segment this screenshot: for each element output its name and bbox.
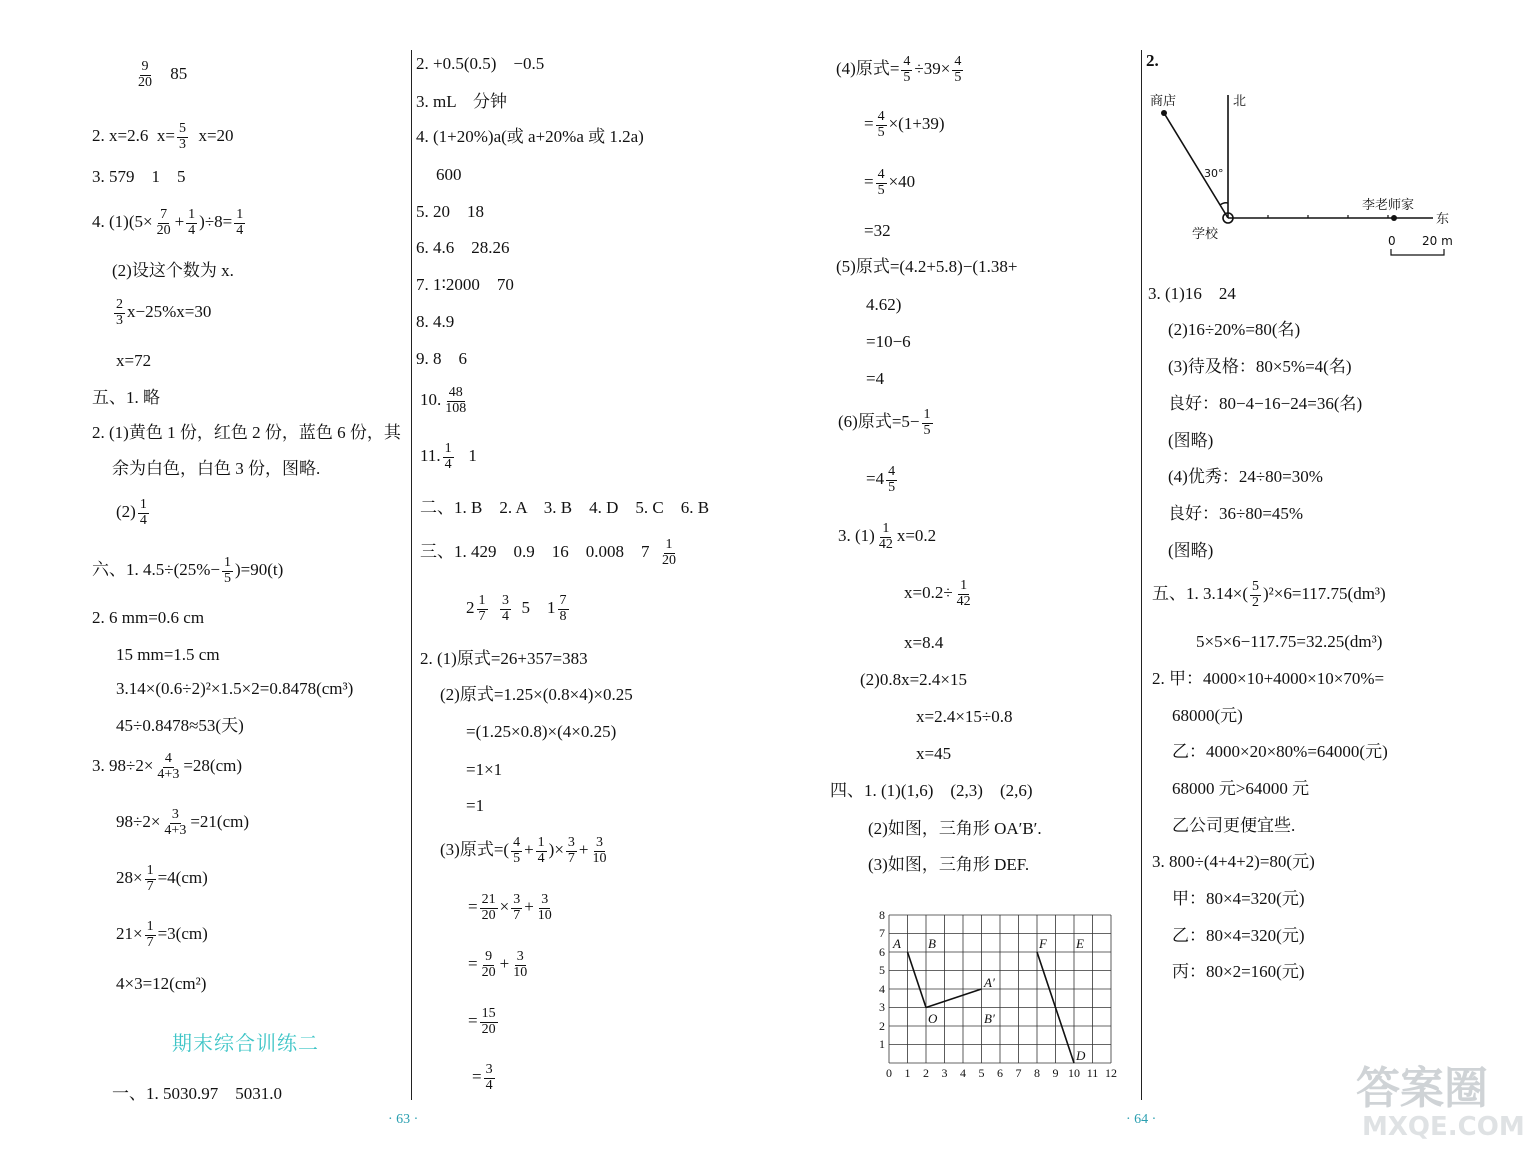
answer-line: (2)原式=1.25×(0.8×4)×0.25 <box>440 685 633 704</box>
answer-line: 4.62) <box>866 295 902 314</box>
answer-line: $\frac{9}{20}$ 85 <box>138 59 188 90</box>
answer-line: 3. 98÷2× $\frac{4}{4+3}$ =28(cm) <box>92 751 243 782</box>
answer-line: =10−6 <box>866 332 911 351</box>
answer-line: 2. (1)黄色 1 份，红色 2 份，蓝色 6 份，其 <box>92 423 401 442</box>
watermark <box>1356 1052 1488 1116</box>
x-tick: 2 <box>923 1066 929 1080</box>
answer-line: =1 <box>466 796 485 815</box>
point-label-e: E <box>1076 936 1084 951</box>
answer-line: 3. mL 分钟 <box>416 92 507 111</box>
page-number: · 64 · <box>1126 1112 1157 1127</box>
y-tick: 3 <box>879 1000 885 1014</box>
answer-line: 15 mm=1.5 cm <box>116 645 220 664</box>
point-label-f: F <box>1039 936 1047 951</box>
section-heading: 二、1. B 2. A 3. B 4. D 5. C 6. B <box>420 498 710 517</box>
answer-line: 68000 元>64000 元 <box>1172 779 1310 798</box>
shop-point <box>1161 110 1167 116</box>
point-label-a-prime: A′ <box>984 975 995 990</box>
answer-line: 3. (1) $\frac{1}{42}$ x=0.2 <box>838 521 937 552</box>
answer-line: = $\frac{3}{4}$ <box>472 1062 493 1093</box>
answer-line: 5. 20 18 <box>416 202 484 221</box>
answer-line: 7. 1∶2000 70 <box>416 275 514 294</box>
answer-line: =4 $\frac{4}{5}$ <box>866 464 896 495</box>
answer-line: 600 <box>436 165 462 184</box>
x-tick: 7 <box>1015 1066 1022 1080</box>
shop-line <box>1164 113 1228 218</box>
answer-line: 乙：4000×20×80%=64000(元) <box>1172 742 1388 761</box>
answer-line: 乙公司更便宜些. <box>1172 816 1296 835</box>
answer-line: = $\frac{15}{20}$ <box>468 1006 496 1037</box>
answer-line: 3.14×(0.6÷2)²×1.5×2=0.8478(cm³) <box>116 679 354 698</box>
answer-line: = $\frac{9}{20}$ + $\frac{3}{10}$ <box>468 949 528 980</box>
answer-line: 甲：80×4=320(元) <box>1172 889 1305 908</box>
answer-line: 8. 4.9 <box>416 312 455 331</box>
x-tick: 12 <box>1105 1066 1117 1080</box>
section-heading: 五、1. 3.14×( $\frac{5}{2}$ )²×6=117.75(dm³) <box>1152 579 1386 610</box>
answer-line: x=2.4×15÷0.8 <box>916 707 1013 726</box>
page-number: · 63 · <box>388 1112 419 1127</box>
column-divider-left <box>411 50 412 1100</box>
answer-line: (3)待及格：80×5%=4(名) <box>1168 357 1352 376</box>
answer-line: 2. +0.5(0.5) −0.5 <box>416 54 545 73</box>
answer-line: (2) $\frac{1}{4}$ <box>116 497 147 528</box>
y-tick: 6 <box>879 945 885 959</box>
angle-arc <box>1220 203 1228 205</box>
label-school: 学校 <box>1192 227 1219 242</box>
x-tick: 10 <box>1068 1066 1080 1080</box>
answer-line: 28× $\frac{1}{7}$ =4(cm) <box>116 863 208 894</box>
section-heading: 六、1. 4.5÷(25%− $\frac{1}{5}$ )=90(t) <box>92 555 284 586</box>
scale-zero: 0 <box>1388 234 1396 248</box>
direction-map <box>1140 85 1460 265</box>
answer-line: 4. (1)(5× $\frac{7}{20}$ + $\frac{1}{4}$ )÷8= $\frac{1}{4}$ <box>92 207 244 238</box>
answer-line: =1×1 <box>466 760 503 779</box>
answer-line: x=8.4 <box>904 633 944 652</box>
answer-line: 2. <box>1146 51 1159 70</box>
point-label-o: O <box>928 1011 938 1026</box>
x-tick: 5 <box>978 1066 985 1080</box>
answer-line: $\frac{2}{3}$ x−25%x=30 <box>116 297 212 328</box>
answer-line: 一、1. 5030.97 5031.0 <box>112 1084 282 1103</box>
answer-line: (2)0.8x=2.4×15 <box>860 670 967 689</box>
label-north: 北 <box>1233 94 1247 109</box>
answer-line: 余为白色，白色 3 份，图略. <box>112 459 321 478</box>
answer-line: 2. x=2.6 x= $\frac{5}{3}$ x=20 <box>92 121 234 152</box>
point-label-a: A <box>893 936 901 951</box>
answer-line: 乙：80×4=320(元) <box>1172 926 1305 945</box>
answer-line: x=45 <box>916 744 952 763</box>
answer-line: =32 <box>864 221 891 240</box>
answer-line: =4 <box>866 369 885 388</box>
y-tick: 8 <box>879 908 885 922</box>
answer-line: 11. $\frac{1}{4}$ 1 <box>420 441 477 472</box>
answer-line: 4. (1+20%)a(或 a+20%a 或 1.2a) <box>416 127 644 146</box>
section-heading: 四、1. (1)(1,6) (2,3) (2,6) <box>830 781 1033 800</box>
answer-line: 98÷2× $\frac{3}{4+3}$ =21(cm) <box>116 807 250 838</box>
answer-line: 5×5×6−117.75=32.25(dm³) <box>1196 632 1383 651</box>
answer-line: =(1.25×0.8)×(4×0.25) <box>466 722 617 741</box>
answer-line: (5)原式=(4.2+5.8)−(1.38+ <box>836 257 1018 276</box>
answer-line: 3. 800÷(4+4+2)=80(元) <box>1152 852 1315 871</box>
answer-line: (6)原式=5− $\frac{1}{5}$ <box>838 407 931 438</box>
x-tick: 0 <box>886 1066 892 1080</box>
x-tick: 8 <box>1034 1066 1040 1080</box>
answer-line: x=72 <box>116 351 152 370</box>
section-title: 期末综合训练二 <box>172 1031 319 1055</box>
label-angle: 30° <box>1204 167 1224 180</box>
fraction: $\frac{9}{20}$ <box>138 59 152 90</box>
answer-line: (2)设这个数为 x. <box>112 261 234 280</box>
answer-line: 2. 甲：4000×10+4000×10×70%= <box>1152 669 1385 688</box>
answer-line: 良好：80−4−16−24=36(名) <box>1168 394 1363 413</box>
y-tick: 7 <box>879 926 885 940</box>
scale-bar <box>1391 249 1444 255</box>
answer-line: = $\frac{21}{20}$ × $\frac{3}{7}$ + $\frac{3}{10}$ <box>468 892 552 923</box>
answer-line: (2)如图，三角形 OA′B′. <box>868 819 1042 838</box>
y-tick: 4 <box>879 982 885 996</box>
answer-line: 6. 4.6 28.26 <box>416 238 510 257</box>
answer-line: (图略) <box>1168 541 1214 560</box>
point-label-b: B <box>928 936 936 951</box>
answer-line: = $\frac{4}{5}$ ×(1+39) <box>864 109 945 140</box>
teacher-home-point <box>1391 215 1397 221</box>
point-label-b-prime: B′ <box>984 1011 995 1026</box>
answer-line: 4×3=12(cm²) <box>116 974 207 993</box>
answer-line: (3)如图，三角形 DEF. <box>868 855 1030 874</box>
section-heading: 三、1. 429 0.9 16 0.008 7 $\frac{1}{20}$ <box>420 537 676 568</box>
answer-line: 3. (1)16 24 <box>1148 284 1236 303</box>
x-tick: 3 <box>941 1066 948 1080</box>
answer-line: 良好：36÷80=45% <box>1168 504 1304 523</box>
x-tick: 6 <box>997 1066 1003 1080</box>
answer-line: (4)优秀：24÷80=30% <box>1168 467 1323 486</box>
answer-line: 2. 6 mm=0.6 cm <box>92 608 205 627</box>
answer-line: 45÷0.8478≈53(天) <box>116 716 244 735</box>
answer-line: (4)原式= $\frac{4}{5}$ ÷39× $\frac{4}{5}$ <box>836 54 962 85</box>
answer-line: (图略) <box>1168 431 1214 450</box>
answer-line: 21× $\frac{1}{7}$ =3(cm) <box>116 919 208 950</box>
answer-line: x=0.2÷ $\frac{1}{42}$ <box>904 578 971 609</box>
answer-line: = $\frac{4}{5}$ ×40 <box>864 167 916 198</box>
answer-line: 10. $\frac{48}{108}$ <box>420 385 467 416</box>
x-tick: 11 <box>1086 1066 1099 1080</box>
label-teacher-home: 李老师家 <box>1362 198 1415 213</box>
answer-line: 2 $\frac{1}{7}$ $\frac{3}{4}$ 5 1 $\frac{7}{8}$ <box>466 593 567 624</box>
label-east: 东 <box>1436 212 1450 227</box>
scale-length: 20 m <box>1422 234 1453 248</box>
answer-line: 3. 579 1 5 <box>92 167 186 186</box>
coordinate-grid <box>870 905 1130 1080</box>
x-tick: 4 <box>960 1066 966 1080</box>
watermark-url: MXQE.COM <box>1362 1112 1525 1142</box>
y-tick: 2 <box>879 1019 885 1033</box>
answer-line: 丙：80×2=160(元) <box>1172 962 1305 981</box>
label-shop: 商店 <box>1150 94 1177 109</box>
answer-line: 68000(元) <box>1172 706 1243 725</box>
answer-line: (3)原式=( $\frac{4}{5}$ + $\frac{1}{4}$ )× $\frac{3}{7}$ + $\frac{3}{10}$ <box>440 835 607 866</box>
y-tick: 1 <box>879 1037 885 1051</box>
point-label-d: D <box>1076 1048 1086 1063</box>
answer-line: 9. 8 6 <box>416 349 467 368</box>
watermark-logo: 答案圈 <box>1356 1063 1488 1114</box>
x-tick: 1 <box>904 1066 911 1080</box>
y-axis-ticks <box>879 908 885 1051</box>
section-heading: 五、1. 略 <box>92 388 160 407</box>
x-axis-ticks <box>886 1066 1117 1080</box>
y-tick: 5 <box>879 963 885 977</box>
answer-line: 2. (1)原式=26+357=383 <box>420 649 588 668</box>
x-tick: 9 <box>1052 1066 1059 1080</box>
answer-line: (2)16÷20%=80(名) <box>1168 320 1301 339</box>
